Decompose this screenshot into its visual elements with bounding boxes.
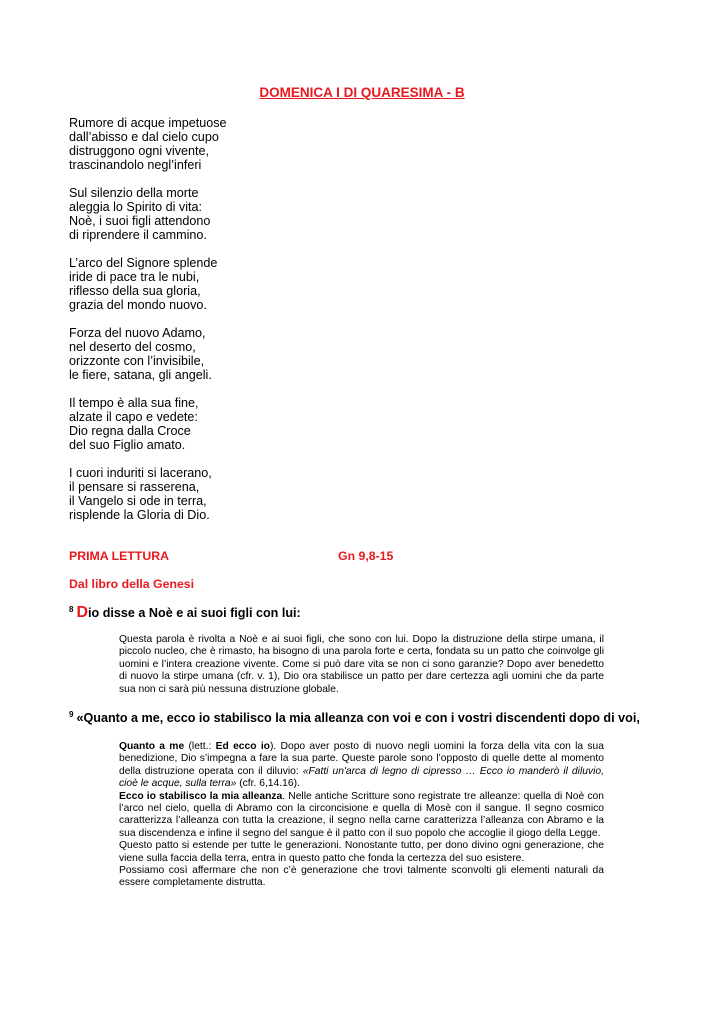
hymn-line: aleggia lo Spirito di vita: bbox=[69, 200, 203, 214]
hymn-line: alzate il capo e vedete: bbox=[69, 410, 198, 424]
commentary-quote: «Fatti un'arca di legno di cipresso … Ecco io manderò il diluvio, cioè le acque, sulla terra» bbox=[119, 765, 604, 790]
hymn-line: Dio regna dalla Croce bbox=[69, 424, 191, 438]
commentary-paragraph: Questa parola è rivolta a Noè e ai suoi figli, che sono con lui. Dopo la distruzione della stirpe umana, il piccolo nucleo, che è rimasto, ha bisogno di una parola forte e certa, fondata su un patto che coinvolge gli uomini e l’intera creazione vivente. Come si può dare vita se non ci sono garanzie? Dopo aver benedetto di nuovo la stirpe umana (cfr. v. 1), Dio ora stabilisce un patto per dare certezza agli uomini che da parte sua non ci sarà più nessuna distruzione globale. bbox=[119, 634, 604, 695]
commentary-term: Ecco io stabilisco la mia alleanza bbox=[119, 790, 283, 802]
commentary-paragraph: Questo patto si estende per tutte le generazioni. Nonostante tutto, per dono divino ogni generazione, che viene sulla faccia della terra, entra in questo patto che fonda la certezza del suo esistere. bbox=[119, 840, 604, 864]
hymn-line: le fiere, satana, gli angeli. bbox=[69, 368, 212, 382]
verse-dropcap: D bbox=[76, 604, 89, 621]
commentary-paragraph: Possiamo così affermare che non c’è generazione che trovi talmente sconvolti gli elementi naturali da essere completamente distrutta. bbox=[119, 865, 604, 889]
hymn-line: Rumore di acque impetuose bbox=[69, 116, 227, 130]
hymn-line: Il tempo è alla sua fine, bbox=[69, 396, 199, 410]
commentary-block-2 bbox=[119, 741, 604, 890]
hymn-line: Noè, i suoi figli attendono bbox=[69, 214, 211, 228]
commentary-text: (lett.: bbox=[184, 741, 216, 752]
reading-label: PRIMA LETTURA bbox=[69, 549, 169, 563]
reading-reference: Gn 9,8-15 bbox=[338, 549, 394, 563]
commentary-paragraph bbox=[119, 741, 604, 791]
hymn-stanza-4 bbox=[69, 326, 227, 382]
verse-9 bbox=[69, 711, 640, 725]
verse-8 bbox=[69, 604, 301, 622]
hymn-line: trascinandolo negl’inferi bbox=[69, 158, 202, 172]
hymn-stanza-6 bbox=[69, 466, 227, 522]
hymn-line: di riprendere il cammino. bbox=[69, 228, 207, 242]
hymn-stanza-2 bbox=[69, 186, 227, 242]
reading-source: Dal libro della Genesi bbox=[69, 577, 195, 591]
hymn-line: Sul silenzio della morte bbox=[69, 186, 199, 200]
commentary-text: . Nelle antiche Scritture sono registrate tre alleanze: quella di Noè con l’arco nel cielo, quella di Abramo con la circoncisione e quella di Mosè con il sangue. Il segno cosmico caratterizza l’alleanza con tutta la creazione, il segno nella carne caratterizza l’alleanza con Abramo e la sua discendenza e infine il segno del sangue è il patto con il suo popolo che accoglie il giogo della Legge. bbox=[119, 790, 604, 839]
page-title: DOMENICA I DI QUARESIMA - B bbox=[259, 85, 465, 100]
hymn-line: distruggono ogni vivente, bbox=[69, 144, 210, 158]
commentary-paragraph bbox=[119, 791, 604, 841]
verse-number: 8 bbox=[69, 605, 74, 614]
commentary-term: Ed ecco io bbox=[215, 741, 270, 752]
hymn-line: orizzonte con l’invisibile, bbox=[69, 354, 205, 368]
commentary-text: (cfr. 6,14.16). bbox=[236, 778, 300, 790]
hymn-line: grazia del mondo nuovo. bbox=[69, 298, 207, 312]
hymn-line: il pensare si rasserena, bbox=[69, 480, 200, 494]
hymn-line: L’arco del Signore splende bbox=[69, 256, 218, 270]
hymn-stanza-1 bbox=[69, 116, 227, 172]
commentary-term: Quanto a me bbox=[119, 741, 185, 752]
commentary-block-1 bbox=[119, 634, 604, 696]
hymn-line: I cuori induriti si lacerano, bbox=[69, 466, 212, 480]
verse-text: «Quanto a me, ecco io stabilisco la mia alleanza con voi e con i vostri discendenti dopo di voi, bbox=[76, 711, 640, 725]
hymn-line: dall’abisso e dal cielo cupo bbox=[69, 130, 219, 144]
commentary-text: ). Dopo aver posto di nuovo negli uomini la forza della vita con la sua benedizione, Dio s’impegna a fare la sua parte. Queste parole sono l’opposto di quelle dette al momento della distruzione operata con il diluvio: bbox=[119, 741, 604, 777]
verse-text: io disse a Noè e ai suoi figli con lui: bbox=[88, 606, 301, 620]
hymn bbox=[69, 116, 227, 536]
hymn-stanza-5 bbox=[69, 396, 227, 452]
hymn-line: nel deserto del cosmo, bbox=[69, 340, 196, 354]
hymn-line: riflesso della sua gloria, bbox=[69, 284, 201, 298]
hymn-stanza-3 bbox=[69, 256, 227, 312]
hymn-line: risplende la Gloria di Dio. bbox=[69, 508, 210, 522]
verse-number: 9 bbox=[69, 710, 74, 719]
hymn-line: Forza del nuovo Adamo, bbox=[69, 326, 206, 340]
hymn-line: iride di pace tra le nubi, bbox=[69, 270, 200, 284]
hymn-line: il Vangelo si ode in terra, bbox=[69, 494, 207, 508]
hymn-line: del suo Figlio amato. bbox=[69, 438, 186, 452]
